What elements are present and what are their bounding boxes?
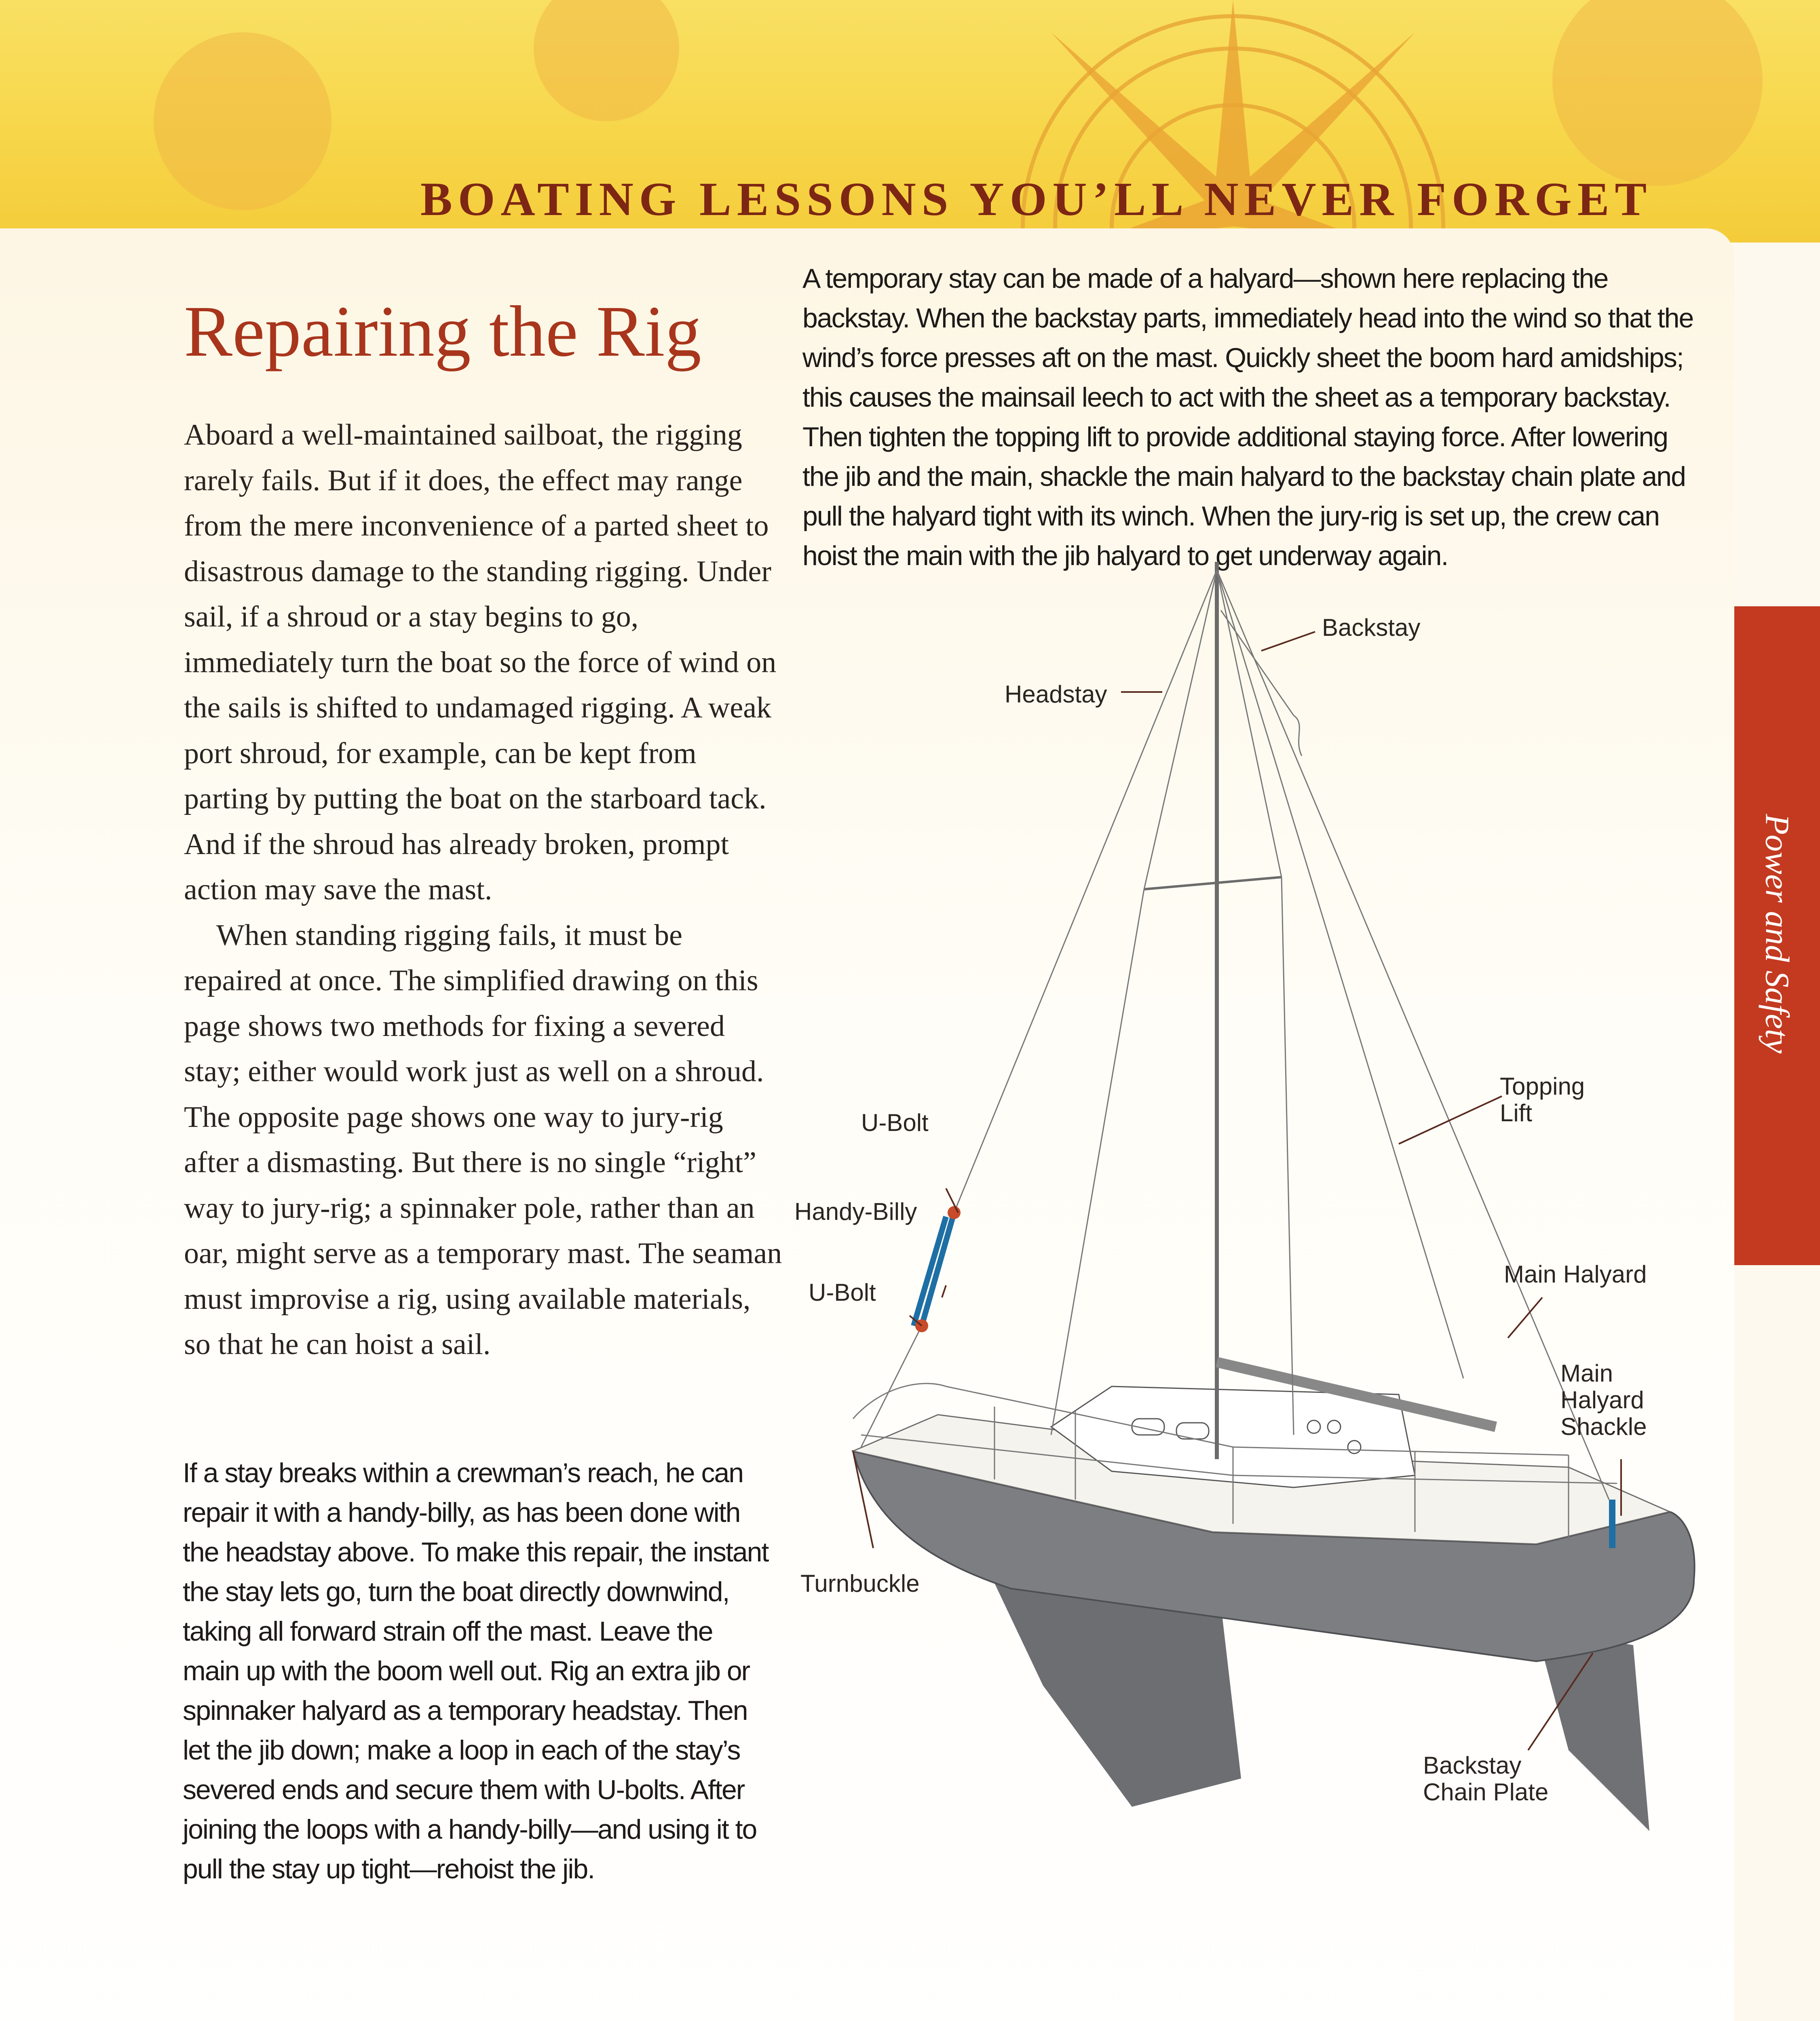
body-paragraph: Aboard a well-maintained sailboat, the rigging rarely fails. But if it does, the effect may range from the mere inconvenience of a parted sheet to disastrous damage to the standing rigging. Under sail, if a shroud or a stay begins to go, immediately turn the boat so the force of wind on the sails is shifted to undamaged rigging. A weak port shroud, for example, can be kept from parting by putting the boat on the starboard tack. And if the shroud has already broken, prompt action may save the mast. [184, 418, 777, 906]
caption-backstay-repair: A temporary stay can be made of a halyard—shown here replacing the backstay. When the backstay parts, immediately head into the wind so that the wind’s force presses aft on the mast. Quickly sheet the boom hard amidships; this causes the mainsail leech to act with the sheet as a temporary backstay. Then tighten the topping lift to provide additional staying force. After lowering the jib and the main, shackle the main halyard to the backstay chain plate and pull the halyard tight with its winch. When the jury-rig is set up, the crew can hoist the main with the jib halyard to get underway again. [802, 263, 1693, 571]
handy-billy [914, 1213, 954, 1326]
backstay-chain-plate [1609, 1500, 1615, 1548]
label-backstay-chain-plate: Backstay Chain Plate [1423, 1752, 1549, 1806]
article-body [184, 412, 782, 1367]
body-paragraph: When standing rigging fails, it must be repaired at once. The simplified drawing on this page shows two methods for fixing a severed stay; either would work just as well on a shroud. The opposite page shows one way to jury-rig after a dismasting. But there is no single “right” way to jury-rig; a spinnaker pole, rather than an oar, might serve as a temporary mast. The seaman must improvise a rig, using available materials, so that he can hoist a sail. [184, 918, 782, 1361]
label-main-halyard: Main Halyard [1504, 1261, 1647, 1288]
label-topping-lift: Topping Lift [1500, 1073, 1585, 1127]
article-title: Repairing the Rig [184, 291, 701, 371]
running-head: BOATING LESSONS YOU’LL NEVER FORGET [420, 173, 1653, 226]
section-tab-label: Power and Safety [1758, 814, 1796, 1054]
label-headstay: Headstay [1005, 681, 1107, 708]
label-u-bolt-upper: U-Bolt [861, 1109, 929, 1136]
label-handy-billy: Handy-Billy [794, 1198, 917, 1225]
caption-headstay-repair: If a stay breaks within a crewman’s reach, he can repair it with a handy-billy, as has been done with the headstay above. To make this repair, the instant the stay lets go, turn the boat directly downwind, taking all forward strain off the mast. Leave the main up with the boom well out. Rig an extra jib or spinnaker halyard as a temporary headstay. Then let the jib down; make a loop in each of the stay’s severed ends and secure them with U-bolts. After joining the loops with a handy-billy—and using it to pull the stay up tight—rehoist the jib. [183, 1458, 769, 1884]
label-main-halyard-shackle: Main Halyard Shackle [1560, 1360, 1647, 1440]
label-u-bolt-lower: U-Bolt [809, 1279, 876, 1306]
rigging-lines [861, 570, 1609, 1500]
label-backstay: Backstay [1322, 614, 1421, 641]
u-bolt-upper [948, 1206, 961, 1219]
spreader [1144, 877, 1282, 889]
label-turnbuckle: Turnbuckle [800, 1570, 920, 1597]
